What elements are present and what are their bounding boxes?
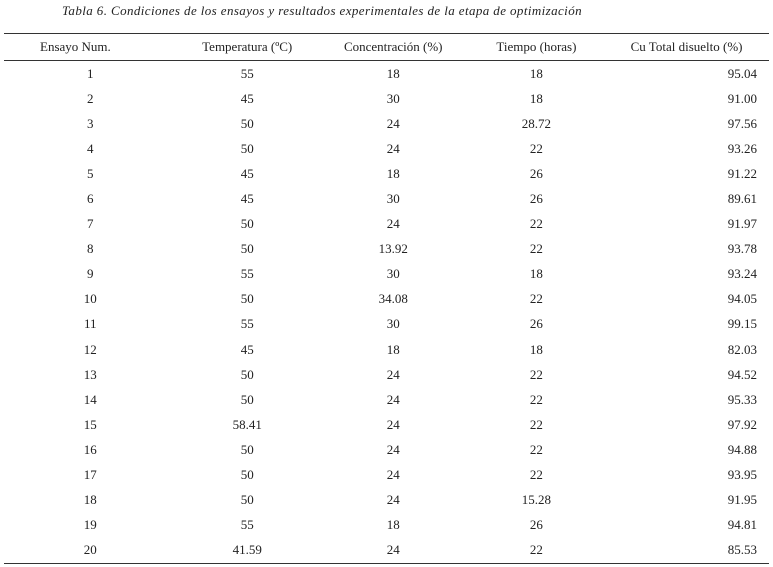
cell-cu-disuelto: 94.52 [727,366,757,382]
cell-temperatura: 50 [240,291,254,307]
cell-ensayo: 3 [87,115,94,131]
table-row [4,538,769,564]
cell-cu-disuelto: 93.24 [727,266,757,282]
cell-tiempo: 26 [529,316,543,332]
cell-tiempo: 26 [529,165,543,181]
cell-tiempo: 22 [529,140,543,156]
cell-ensayo: 1 [87,65,94,81]
cell-tiempo: 15.28 [521,492,552,508]
table-row [4,212,769,237]
header-concentracion: Concentración (%) [318,34,469,61]
table-row [4,488,769,513]
table-row [4,337,769,362]
cell-cu-disuelto: 97.56 [727,115,757,131]
cell-cu-disuelto: 94.88 [727,441,757,457]
cell-cu-disuelto: 94.81 [727,517,757,533]
cell-temperatura: 41.59 [177,538,318,564]
table-header [4,34,769,61]
cell-temperatura: 55 [240,316,254,332]
cell-concentracion: 24 [386,391,400,407]
cell-concentracion: 30 [386,90,400,106]
cell-tiempo: 22 [529,366,543,382]
cell-ensayo: 7 [87,216,94,232]
cell-cu-disuelto: 95.04 [727,65,757,81]
cell-tiempo: 18 [529,65,543,81]
table-body [4,61,769,564]
cell-tiempo: 26 [529,191,543,207]
cell-tiempo: 18 [529,341,543,357]
cell-tiempo: 18 [529,266,543,282]
cell-concentracion: 24 [386,416,400,432]
cell-concentracion: 18 [386,65,400,81]
cell-ensayo: 9 [87,266,94,282]
table-row [4,312,769,337]
cell-concentracion: 30 [386,316,400,332]
table-row [4,61,769,87]
cell-cu-disuelto: 82.03 [727,341,757,357]
cell-cu-disuelto: 95.33 [727,391,757,407]
table-row [4,186,769,211]
cell-ensayo: 15 [83,416,97,432]
cell-ensayo: 18 [83,492,97,508]
table-row [4,136,769,161]
cell-temperatura: 50 [240,492,254,508]
cell-concentracion: 24 [386,216,400,232]
cell-cu-disuelto: 85.53 [604,538,769,564]
table-row [4,387,769,412]
cell-cu-disuelto: 89.61 [727,191,757,207]
cell-temperatura: 45 [240,191,254,207]
cell-cu-disuelto: 93.78 [727,241,757,257]
cell-cu-disuelto: 91.97 [727,216,757,232]
cell-concentracion: 24 [386,492,400,508]
table-row [4,412,769,437]
cell-temperatura: 55 [240,65,254,81]
table-row [4,161,769,186]
cell-tiempo: 22 [529,416,543,432]
cell-temperatura: 45 [240,165,254,181]
table-row [4,111,769,136]
cell-ensayo: 10 [83,291,97,307]
cell-tiempo: 28.72 [521,115,552,131]
cell-concentracion: 13.92 [378,241,408,257]
cell-tiempo: 18 [529,90,543,106]
cell-cu-disuelto: 99.15 [727,316,757,332]
cell-temperatura: 55 [240,517,254,533]
cell-ensayo: 12 [83,341,97,357]
cell-temperatura: 50 [240,391,254,407]
cell-temperatura: 50 [240,140,254,156]
table-row [4,262,769,287]
cell-temperatura: 50 [240,115,254,131]
cell-concentracion: 18 [386,517,400,533]
cell-concentracion: 24 [386,467,400,483]
cell-cu-disuelto: 91.00 [727,90,757,106]
header-row [4,34,769,61]
cell-ensayo: 17 [83,467,97,483]
cell-cu-disuelto: 97.92 [727,416,757,432]
cell-ensayo: 16 [83,441,97,457]
cell-concentracion: 34.08 [378,291,408,307]
cell-temperatura: 58.41 [232,416,262,432]
cell-tiempo: 22 [529,441,543,457]
cell-ensayo: 6 [87,191,94,207]
cell-temperatura: 50 [240,241,254,257]
cell-temperatura: 50 [240,441,254,457]
cell-temperatura: 45 [240,90,254,106]
cell-concentracion: 30 [386,266,400,282]
cell-concentracion: 18 [386,341,400,357]
header-temperatura: Temperatura (ºC) [177,34,318,61]
table-row [4,237,769,262]
cell-cu-disuelto: 91.95 [727,492,757,508]
cell-ensayo: 5 [87,165,94,181]
table-row [4,362,769,387]
cell-cu-disuelto: 93.95 [727,467,757,483]
cell-tiempo: 22 [469,538,604,564]
results-table [4,33,769,564]
cell-ensayo: 4 [87,140,94,156]
header-ensayo: Ensayo Num. [4,34,177,61]
cell-ensayo: 20 [4,538,177,564]
cell-tiempo: 22 [529,391,543,407]
table-row [4,513,769,538]
cell-concentracion: 24 [386,140,400,156]
cell-tiempo: 22 [529,291,543,307]
cell-temperatura: 50 [240,467,254,483]
table-row [4,463,769,488]
cell-cu-disuelto: 94.05 [727,291,757,307]
header-cu-disuelto: Cu Total disuelto (%) [604,34,769,61]
cell-temperatura: 55 [240,266,254,282]
table-caption: Tabla 6. Condiciones de los ensayos y resultados experimentales de la etapa de optimización [62,3,582,18]
cell-concentracion: 24 [386,366,400,382]
cell-ensayo: 8 [87,241,94,257]
cell-ensayo: 19 [83,517,97,533]
cell-cu-disuelto: 91.22 [727,165,757,181]
cell-cu-disuelto: 93.26 [727,140,757,156]
cell-tiempo: 22 [529,241,543,257]
header-tiempo: Tiempo (horas) [469,34,604,61]
cell-temperatura: 45 [240,341,254,357]
cell-concentracion: 30 [386,191,400,207]
cell-tiempo: 22 [529,467,543,483]
cell-tiempo: 22 [529,216,543,232]
table-row [4,287,769,312]
cell-tiempo: 26 [529,517,543,533]
table-row [4,86,769,111]
cell-concentracion: 24 [386,115,400,131]
cell-concentracion: 24 [318,538,469,564]
cell-temperatura: 50 [240,366,254,382]
cell-concentracion: 24 [386,441,400,457]
cell-temperatura: 50 [240,216,254,232]
cell-concentracion: 18 [386,165,400,181]
cell-ensayo: 11 [84,316,97,332]
cell-ensayo: 2 [87,90,94,106]
cell-ensayo: 14 [83,391,97,407]
table-row [4,437,769,462]
cell-ensayo: 13 [83,366,97,382]
